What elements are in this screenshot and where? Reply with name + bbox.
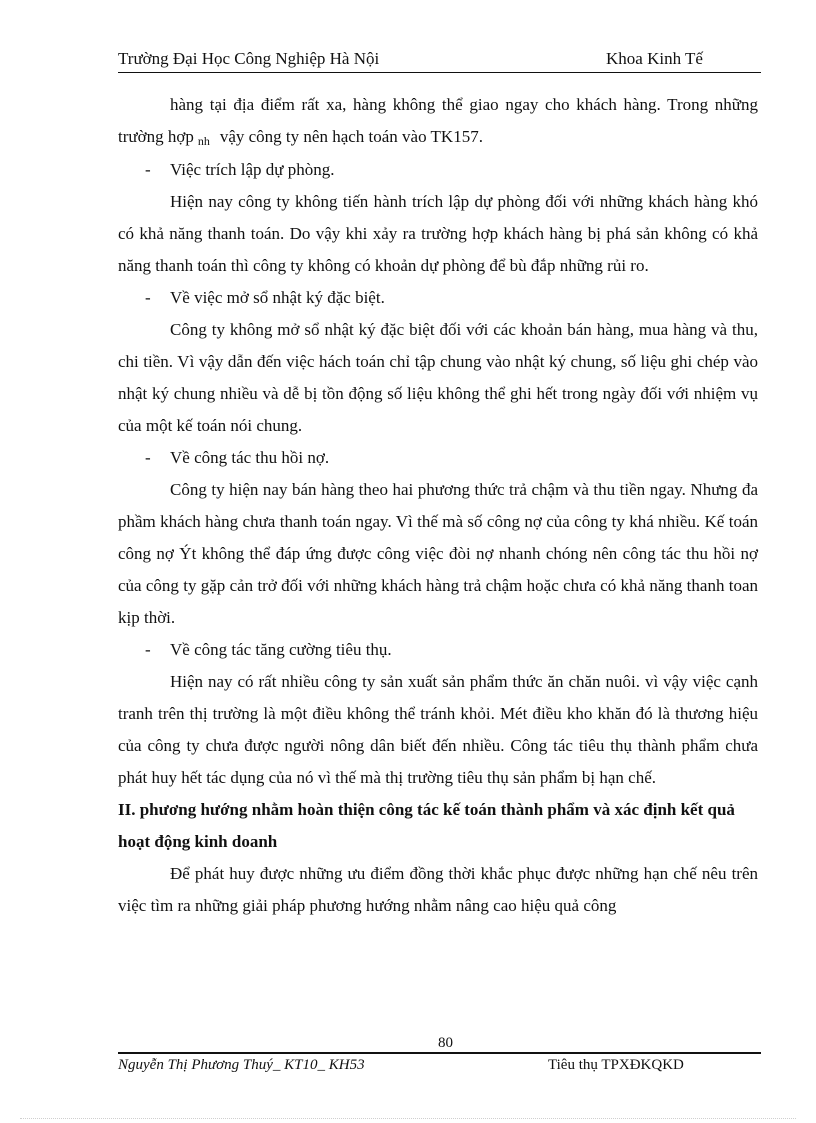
bullet-dash: - [145,160,151,179]
bullet-debt-collection [118,442,758,474]
paragraph-4: Công ty hiện nay bán hàng theo hai phương thức trả chậm và thu tiền ngay. Nhưng đa phầm khách hàng chưa thanh toán ngay. Vì thế mà số công nợ của công ty khá nhiều. Kế toán công nợ Ýt không thể đáp ứng được công việc đòi nợ nhanh chóng nên công tác thu hồi nợ của công ty gặp cản trở đối với những khách hàng trả chậm hoặc chưa có khả năng thanh toan kịp thời. [118,480,758,627]
paragraph-1-text-a: hàng tại địa điểm rất xa, hàng không thể giao ngay cho khách hàng. Trong những trường hợp [118,95,758,146]
page-number: 80 [438,1035,453,1051]
bullet-provisions [118,154,758,186]
bullet-sales-promotion [118,634,758,666]
paragraph-5: Hiện nay có rất nhiều công ty sản xuất sản phẩm thức ăn chăn nuôi. vì vậy việc cạnh tranh trên thị trường là một điều không thể tránh khỏi. Mét điều kho khăn đó là thương hiệu của công ty chưa được người nông dân biết đến nhiều. Công tác tiêu thụ thành phẩm chưa phát huy hết tác dụng của nó vì thế mà thị trường tiêu thụ sản phẩm bị hạn chế. [118,672,758,787]
footer-topic: Tiêu thụ TPXĐKQKD [548,1057,684,1073]
paragraph-6: Để phát huy được những ưu điểm đồng thời khắc phục được những hạn chế nêu trên việc tìm ra những giải pháp phương hướng nhằm nâng cao hiệu quả công [118,864,758,915]
bullet-special-journal [118,282,758,314]
paragraph-2: Hiện nay công ty không tiến hành trích lập dự phòng đối với những khách hàng khó có khả năng thanh toán. Do vậy khi xảy ra trường hợp khách hàng bị phá sản không có khả năng thanh toán thì công ty không có khoản dự phòng để bù đắp những rủi ro. [118,192,758,275]
bullet-debt-collection-text: Về công tác thu hồi nợ. [170,448,330,467]
paragraph-1 [118,89,758,154]
footer-author: Nguyễn Thị Phương Thuý_ KT10_ KH53 [118,1057,365,1073]
header-rule [118,72,761,73]
document-body [118,89,758,922]
bullet-dash: - [145,448,151,467]
bullet-special-journal-text: Về việc mở sổ nhật ký đặc biệt. [170,288,385,307]
header-faculty: Khoa Kinh Tế [606,49,703,68]
bullet-provisions-text: Việc trích lập dự phòng. [170,160,335,179]
bullet-sales-promotion-text: Về công tác tăng cường tiêu thụ. [170,640,392,659]
footer-rule [118,1052,761,1054]
section-heading: II. phương hướng nhằm hoàn thiện công tác kế toán thành phẩm và xác định kết quả hoạt động kinh doanh [118,800,735,851]
paragraph-3: Công ty không mở sổ nhật ký đặc biệt đối với các khoản bán hàng, mua hàng và thu, chi tiền. Vì vậy dẫn đến việc hách toán chỉ tập chung vào nhật ký chung, số liệu ghi chép vào nhật ký chung nhiều và dễ bị tồn động số liệu không thể ghi hết trong ngày đối với nhiệm vụ của một kế toán nói chung. [118,320,758,435]
paragraph-1-subscript: nh [197,134,210,148]
bullet-dash: - [145,288,151,307]
header-university: Trường Đại Học Công Nghiệp Hà Nội [118,49,380,68]
paragraph-1-text-b: vậy công ty nên hạch toán vào TK157. [219,127,483,146]
bullet-dash: - [145,640,151,659]
page-bottom-border [20,1118,796,1119]
